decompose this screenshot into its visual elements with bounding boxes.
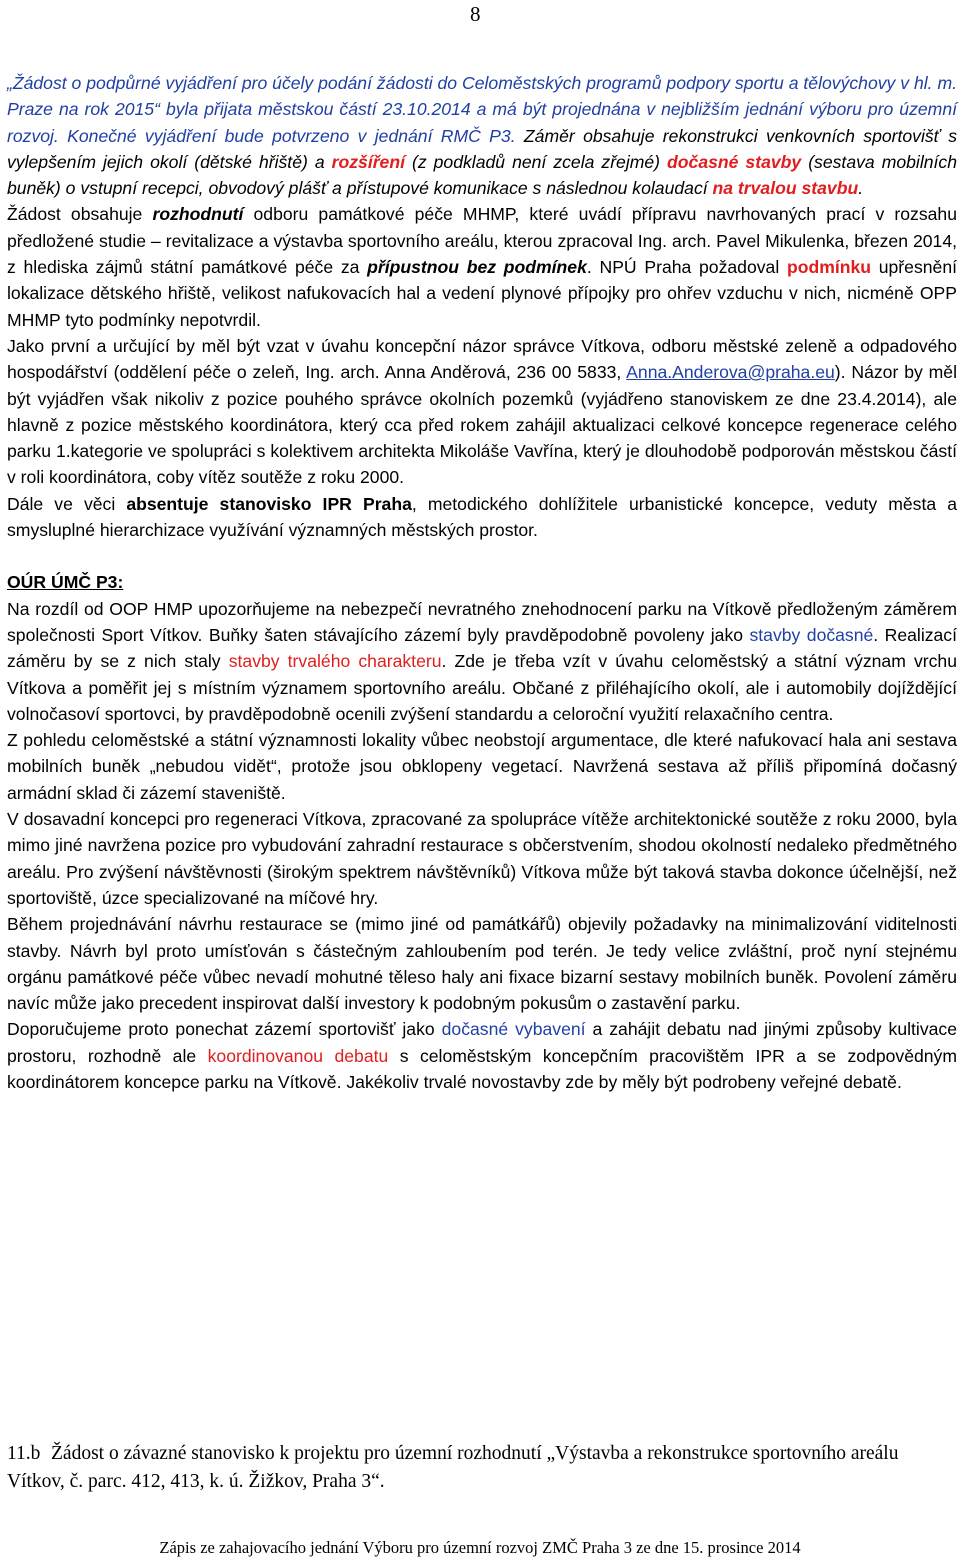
paragraph-5: Na rozdíl od OOP HMP upozorňujeme na nebezpečí nevratného znehodnocení parku na Vítkově předloženým záměrem společnosti Sport Vítkov. Buňky šaten stávajícího zázemí byly pravděpodobně povoleny jako stavby dočasné. Realizací záměru by se z nich staly stavby trvalého charakteru. Zde je třeba vzít v úvahu celoměstský a státní význam vrchu Vítkova a poměřit jej s místním významem sportovního areálu. Občané z přiléhajícího okolí, ale i automobily dojíždějící volnočasoví sportovci, by pravděpodobně ocenili zvýšení standardu a celoroční využití relaxačního centra.	[7, 598, 958, 724]
p2-highlight-podminku: podmínku	[786, 257, 872, 278]
p1-highlight-docasne-stavby: dočasné stavby	[667, 151, 802, 172]
agenda-item-text: Žádost o závazné stanovisko k projektu pro územní rozhodnutí „Výstavba a rekonstrukce sportovního areálu Vítkov, č. parc. 412, 413, k. ú. Žižkov, Praha 3“.	[7, 1443, 899, 1492]
paragraph-8: Během projednávání návrhu restaurace se (mimo jiné od památkářů) objevily požadavky na minimalizování viditelnosti stavby. Návrh byl proto umísťován s částečným zahloubením pod terén. Je tedy velice zvláštní, proč nyní stejnému orgánu památkové péče vůbec nevadí mohutné těleso haly ani fixace bizarní sestavy mobilních buněk. Povolení záměru navíc může jako precedent inspirovat další investory k podobným pokusům o zastavění parku.	[7, 914, 957, 1014]
p2-emphasis-rozhodnuti: rozhodnutí	[152, 204, 244, 225]
paragraph-3: Jako první a určující by měl být vzat v úvahu koncepční názor správce Vítkova, odboru městské zeleně a odpadového hospodářství (oddělení péče o zeleň, Ing. arch. Anna Anděrová, 236 00 5833, Anna.Anderova@praha.eu). Názor by měl být vyjádřen však nikoliv z pozice pouhého správce okolních pozemků (vyjádřeno stanoviskem ze dne 23.4.2014), ale hlavně z pozice městského koordinátora, který cca před rokem zahájil aktualizaci celkové koncepce regenerace celého parku 1.kategorie ve spolupráci s kolektivem architekta Mikoláše Vavřína, který je dlouhodobě podporován městskou částí v roli koordinátora, coby vítěz soutěže z roku 2000.	[7, 335, 957, 488]
page-footer: Zápis ze zahajovacího jednání Výboru pro územní rozvoj ZMČ Praha 3 ze dne 15. prosince 2014	[159, 1538, 801, 1557]
agenda-item-number: 11.b	[7, 1443, 41, 1464]
section-heading: OÚR ÚMČ P3:	[7, 572, 124, 593]
p1-sentence-2: Záměr obsahuje rekonstrukci venkovních sportovišť s vylepšením jejich okolí (dětské hřiště) a rozšíření (z podkladů není zcela zřejmé) dočasné stavby (sestava mobilních buněk) o vstupní recepci, obvodový plášť a přístupové komunikace s následnou kolaudací na trvalou stavbu.	[7, 125, 958, 199]
p1-highlight-trvala-stavba: na trvalou stavbu	[712, 178, 859, 199]
paragraph-4: Dále ve věci absentuje stanovisko IPR Praha, metodického dohlížitele urbanistické koncepce, veduty města a smysluplné hierarchizace využívání významných městských prostor.	[7, 493, 957, 541]
p9-highlight-docasne-vybaveni: dočasné vybavení	[441, 1019, 586, 1040]
p5-highlight-stavby-docasne: stavby dočasné	[749, 624, 874, 645]
paragraph-7: V dosavadní koncepci pro regeneraci Vítkova, zpracované za spolupráce vítěže architektonické soutěže z roku 2000, byla mimo jiné navržena pozice pro vybudování zahradní restaurace s občerstvením, shodou okolností nedaleko předmětného areálu. Pro zvýšení návštěvnosti (širokým spektrem návštěvníků) Vítkova může být taková stavba dokonce účelnější, než sportoviště, úzce specializované na míčové hry.	[7, 809, 957, 908]
paragraph-6: Z pohledu celoměstské a státní významnosti lokality vůbec neobstojí argumentace, dle které nafukovací hala ani sestava mobilních buněk „nebudou vidět“, protože jsou obklopeny vegetací. Navržená sestava až příliš připomíná dočasný armádní sklad či zázemí staveniště.	[7, 730, 957, 803]
p2-emphasis-pripustnou: přípustnou bez podmínek	[367, 257, 587, 278]
paragraph-2: Žádost obsahuje rozhodnutí odboru památkové péče MHMP, které uvádí přípravu navrhovaných prací v rozsahu předložené studie – revitalizace a výstavba sportovního areálu, kterou zpracoval Ing. arch. Pavel Mikulenka, březen 2014, z hlediska zájmů státní památkové péče za přípustnou bez podmínek. NPÚ Praha požadoval podmínku upřesnění lokalizace dětského hřiště, velikost nafukovacích hal a vedení plynové přípojky pro ohřev vzduchu v nich, nicméně OPP MHMP tyto podmínky nepotvrdil.	[7, 204, 957, 330]
email-link[interactable]: Anna.Anderova@praha.eu	[626, 362, 835, 383]
document-body	[7, 70, 957, 1095]
p1-sentence-1: „Žádost o podpůrné vyjádření pro účely podání žádosti do Celoměstských programů podpory sportu a tělovýchovy v hl. m. Praze na rok 2015“ byla přijata městskou částí 23.10.2014 a má být projednána v nejbližším jednání výboru pro územní rozvoj. Konečné vyjádření bude potvrzeno v jednání RMČ P3.	[7, 73, 957, 146]
paragraph-9: Doporučujeme proto ponechat zázemí sportovišť jako dočasné vybavení a zahájit debatu nad jinými způsoby kultivace prostoru, rozhodně ale koordinovanou debatu s celoměstským koncepčním pracovištěm IPR a se zodpovědným koordinátorem koncepce parku na Vítkově. Jakékoliv trvalé novostavby zde by měly být podrobeny veřejné debatě.	[7, 1019, 958, 1092]
agenda-item-11b	[7, 1440, 957, 1496]
page-number: 8	[470, 2, 481, 26]
paragraph-1	[7, 70, 957, 201]
p4-emphasis-ipr: absentuje stanovisko IPR Praha	[126, 493, 412, 514]
p5-highlight-trvaleho: stavby trvalého charakteru	[228, 651, 442, 672]
p9-highlight-koordinovanou: koordinovanou debatu	[207, 1045, 389, 1066]
p1-highlight-rozsireni: rozšíření	[331, 151, 405, 172]
